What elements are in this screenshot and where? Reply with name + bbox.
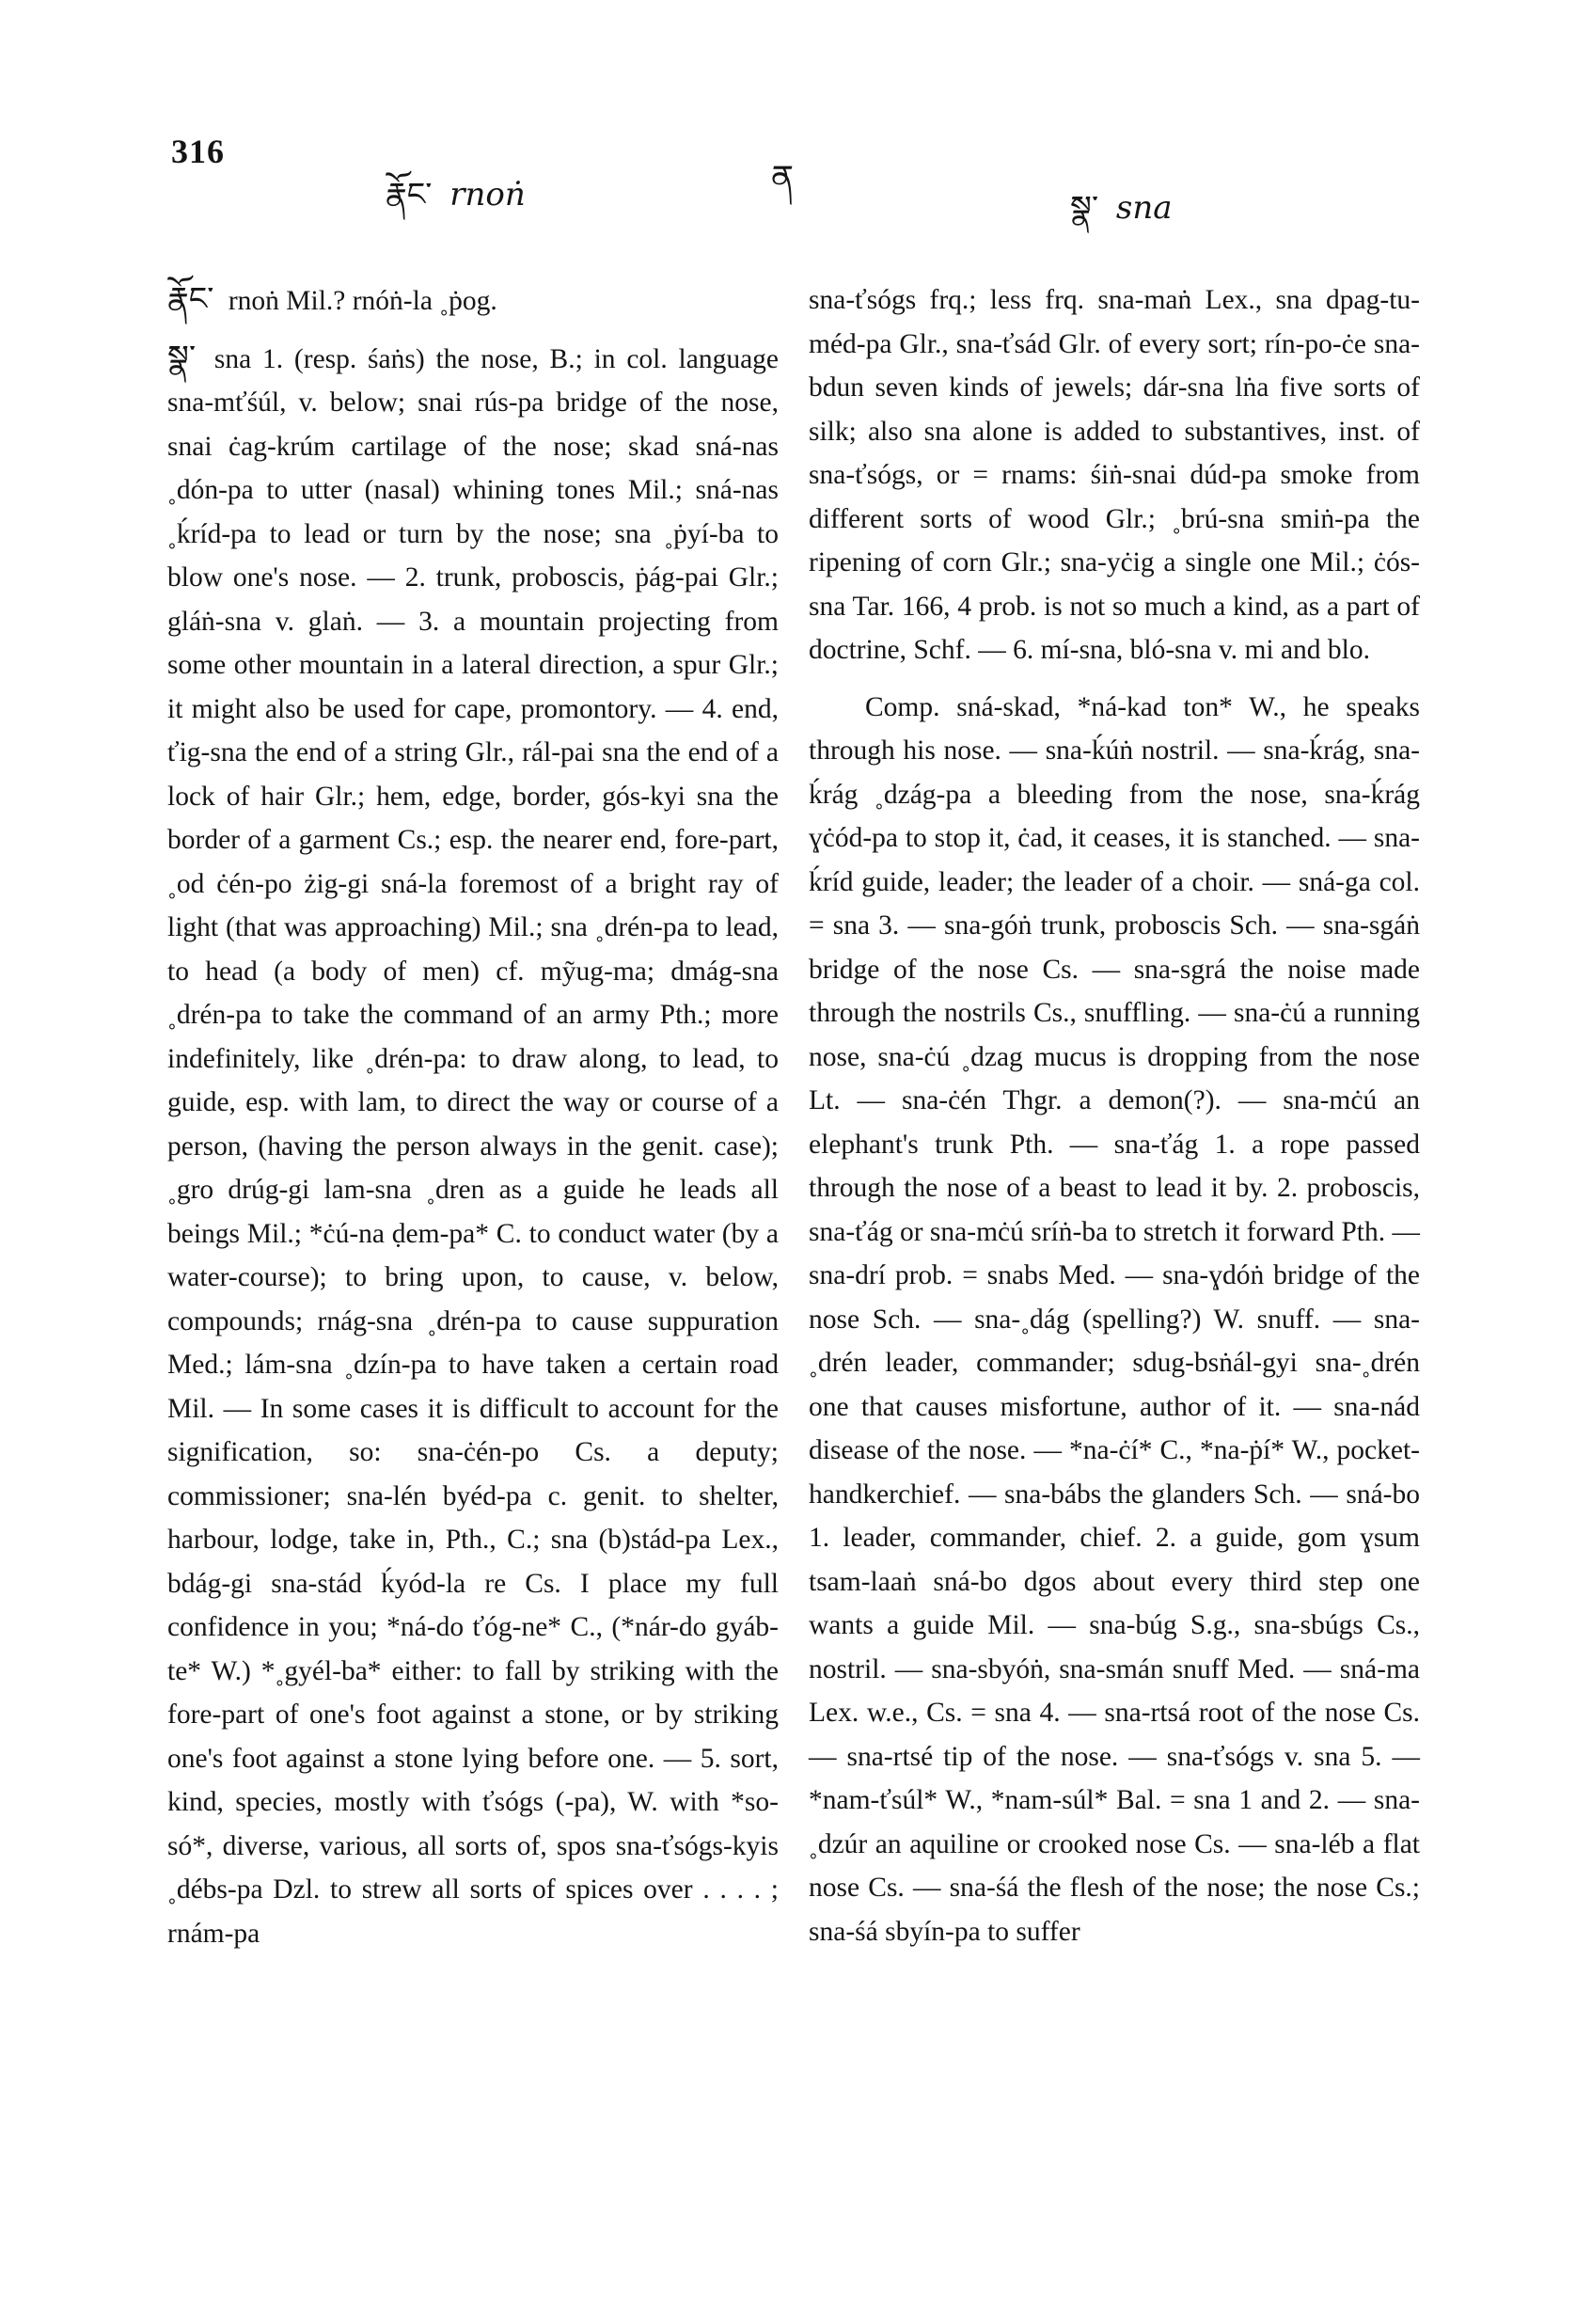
entry-text: sna 1. (resp. śaṅs) the nose, B.; in col. language sna-mťśúl, v. below; snai rús-pa bridge of the nose, snai ċag-krúm cartilage of the nose; skad sná-nas ˳dón-pa to utter (nasal) whining tones Mil.; sná-nas ˳ḱríd-pa to lead or turn by the nose; sna ˳ṗyí-ba to blow one's nose. — 2. trunk, proboscis, ṗág-pai Glr.; gláṅ-sna v. glaṅ. — 3. a mountain projecting from some other mountain in a lateral direction, a spur Glr.; it might also be used for cape, promontory. — 4. end, ťig-sna the end of a string Glr., rál-pai sna the end of a lock of hair Glr.; hem, edge, border, gós-kyi sna the border of a garment Cs.; esp. the nearer end, fore-part, ˳od ċén-po żig-gi sná-la foremost of a bright ray of light (that was approaching) Mil.; sna ˳drén-pa to lead, to head (a body of men) cf. mỹug-ma; dmág-sna ˳drén-pa to take the command of an army Pth.; more indefinitely, like ˳drén-pa: to draw along, to lead, to guide, esp. with lam, to direct the way or course of a person, (having the person always in the genit. case); ˳gro drúg-gi lam-sna ˳dren as a guide he leads all beings Mil.; *ċú-na ḍem-pa* C. to conduct water (by a water-course); to bring upon, to cause, v. below, compounds; rnág-sna ˳drén-pa to cause suppuration Med.; lám-sna ˳dzín-pa to have taken a certain road Mil. — In some cases it is difficult to account for the signification, so: sna-ċén-po Cs. a deputy; commissioner; sna-lén byéd-pa c. genit. to shelter, harbour, lodge, take in, Pth., C.; sna (b)stád-pa Lex., bdág-gi sna-stád ḱyód-la re Cs. I place my full confidence in you; *ná-do ťóg-ne* C., (*nár-do gyáb-te* W.) *˳gyél-ba* either: to fall by striking with the fore-part of one's foot against a stone, or by striking one's foot against a stone lying before one. — 5. sort, kind, species, mostly with ťsógs (-pa), W. with *so-só*, diverse, various, all sorts of, spos sna-ťsógs-kyis ˳débs-pa Dzl. to strew all sorts of spices over . . . . ; rnám-pa: [167, 343, 780, 1949]
running-head-left-text: rnoṅ: [449, 176, 526, 213]
section-letter: ན: [771, 159, 795, 198]
page-number: 316: [171, 133, 225, 170]
dictionary-entry-continued: sna-ťsógs frq.; less frq. sna-maṅ Lex., sna dpag-tu-méd-pa Glr., sna-ťsád Glr. of every sort; rín-po-ċe sna-bdun seven kinds of jewels; dár-sna lṅa five sorts of silk; also sna alone is added to substantives, inst. of sna-ťsógs, or = rnams: śiṅ-snai dúd-pa smoke from different sorts of wood Glr.; ˳brú-sna smiṅ-pa the ripening of corn Glr.; sna-yċig a single one Mil.; ċós-sna Tar. 166, 4 prob. is not so much a kind, as a part of doctrine, Schf. — 6. mí-sna, bló-sna v. mi and blo.: [809, 285, 1420, 665]
entry-text: rnoṅ Mil.? rnóṅ-la ˳ṗog.: [228, 286, 497, 316]
entry-headword-tibetan: སྣ་: [167, 340, 197, 375]
right-column: [809, 278, 1420, 1953]
running-head-left-tibetan: རྣོང་: [386, 176, 433, 213]
dictionary-entry: [167, 337, 779, 1956]
dictionary-entry: [167, 278, 779, 324]
left-column: [167, 278, 779, 1955]
running-head-right: [1070, 171, 1173, 261]
compounds-paragraph: Comp. sná-skad, *ná-kad ton* W., he speaks through his nose. — sna-ḱúṅ nostril. — sna-ḱrág, sna-ḱrág ˳dzág-pa a bleeding from the nose, sna-ḱrág ɣċód-pa to stop it, ċad, it ceases, it is stanched. — sna-ḱríd guide, leader; the leader of a choir. — sná-ga col. = sna 3. — sna-góṅ trunk, proboscis Sch. — sna-sgáṅ bridge of the nose Cs. — sna-sgrá the noise made through the nostrils Cs., snuffling. — sna-ċú a running nose, sna-ċú ˳dzag mucus is dropping from the nose Lt. — sna-ċén Thgr. a demon(?). — sna-mċú an elephant's trunk Pth. — sna-ťág 1. a rope passed through the nose of a beast to lead it by. 2. proboscis, sna-ťág or sna-mċú sríṅ-ba to stretch it forward Pth. — sna-drí prob. = snabs Med. — sna-ɣdóṅ bridge of the nose Sch. — sna-˳dág (spelling?) W. snuff. — sna-˳drén leader, commander; sdug-bsṅál-gyi sna-˳drén one that causes misfortune, author of it. — sna-nád disease of the nose. — *na-ċí* C., *na-ṗí* W., pocket-handkerchief. — sna-bábs the glanders Sch. — sná-bo 1. leader, commander, chief. 2. a guide, gom ɣsum tsam-laaṅ sná-bo dgos about every third step one wants a guide Mil. — sna-búg S.g., sna-sbúgs Cs., nostril. — sna-sbyóṅ, sna-smán snuff Med. — sná-ma Lex. w.e., Cs. = sna 4. — sna-rtsá root of the nose Cs. — sna-rtsé tip of the nose. — sna-ťsógs v. sna 5. — *nam-ťsúl* W., *nam-súl* Bal. = sna 1 and 2. — sna-˳dzúr an aquiline or crooked nose Cs. — sna-léb a flat nose Cs. — sna-śá the flesh of the nose; the nose Cs.; sna-śá sbyín-pa to suffer: [809, 691, 1420, 1947]
running-head-left: [386, 158, 526, 248]
running-head-right-tibetan: སྣ་: [1070, 189, 1099, 227]
entry-headword-tibetan: རྣོང་: [167, 282, 214, 317]
running-head-right-text: sna: [1115, 189, 1173, 227]
